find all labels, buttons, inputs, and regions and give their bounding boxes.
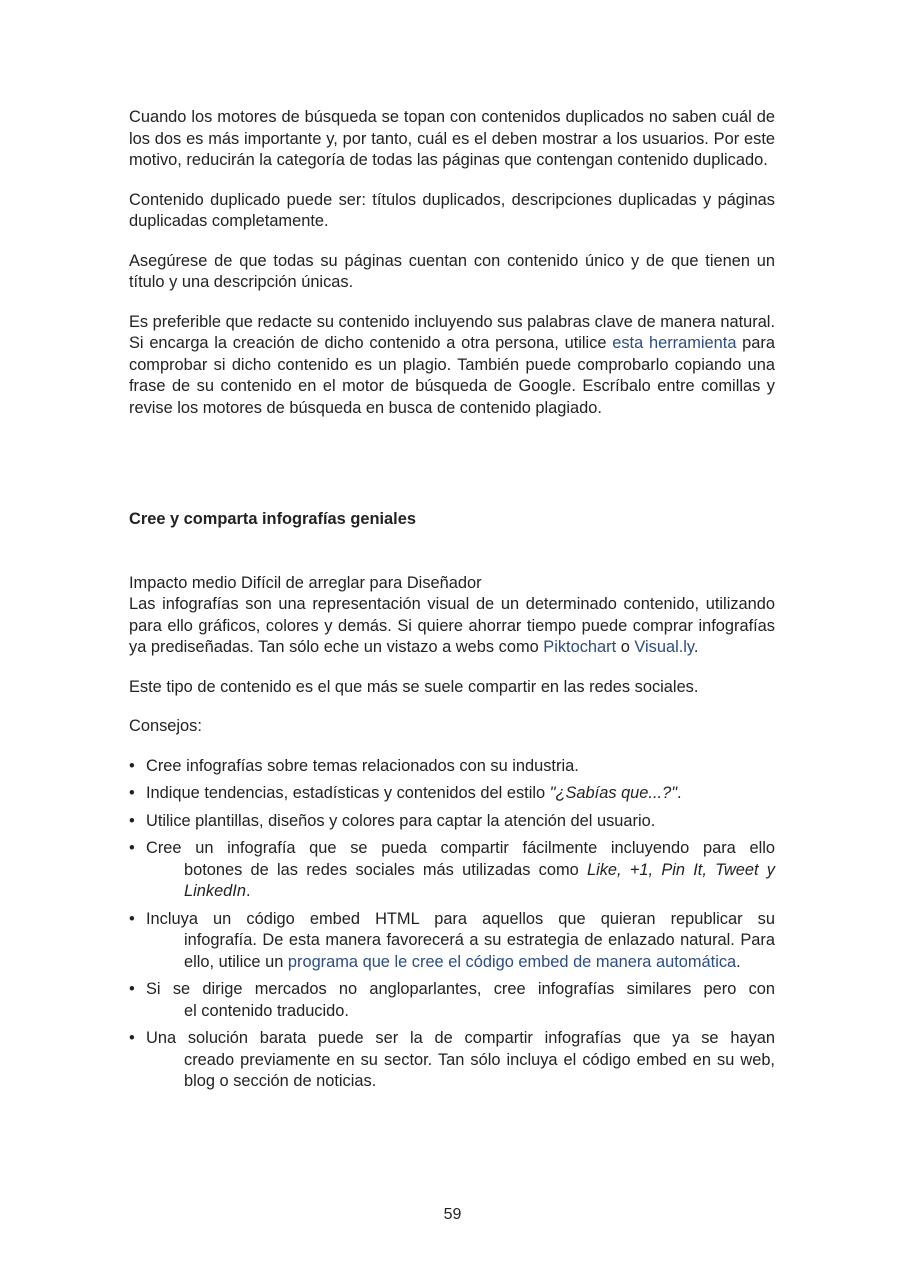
list-item xyxy=(129,756,775,778)
list-item xyxy=(129,909,775,974)
bullet-icon: • xyxy=(129,811,135,830)
tip-first-line: Cree un infografía que se pueda compartir fácilmente incluyendo para ello xyxy=(146,839,775,857)
list-item xyxy=(129,1028,775,1093)
plagiarism-text-after: para comprobar si dicho contenido es un plagio. También puede comprobarlo copiando una frase de su contenido en el motor de búsqueda de Google. Escríbalo entre comillas y revise los motores de búsqueda en busca de contenido plagiado. xyxy=(129,334,775,417)
bullet-icon: • xyxy=(129,909,135,928)
tip-text-after: . xyxy=(736,952,741,971)
tip-text-before: botones de las redes sociales más utilizadas como xyxy=(184,860,587,879)
bullet-icon: • xyxy=(129,1029,135,1047)
tip-text-after: . xyxy=(245,882,251,900)
piktochart-link[interactable]: Piktochart xyxy=(543,638,617,656)
visually-link[interactable]: Visual.ly xyxy=(634,638,694,656)
paragraph-social-sharing: Este tipo de contenido es el que más se suele compartir en las redes sociales. xyxy=(129,677,699,696)
tip-text xyxy=(146,979,775,1022)
plagiarism-tool-link[interactable]: esta herramienta xyxy=(612,334,737,352)
tip-first-line: Si se dirige mercados no angloparlantes, cree infografías similares pero con xyxy=(146,980,775,998)
tip-italic-text: "¿Sabías que...?" xyxy=(549,784,678,802)
tip-first-line: Incluya un código embed HTML para aquellos que quieran republicar su xyxy=(146,909,775,928)
paragraph-unique-content: Asegúrese de que todas su páginas cuentan con contenido único y de que tienen un título y una descripción únicas. xyxy=(129,251,775,291)
section-meta-line: Impacto medio Difícil de arreglar para Diseñador xyxy=(129,573,482,592)
tips-list xyxy=(129,756,775,1093)
tip-text: Cree infografías sobre temas relacionados con su industria. xyxy=(146,756,579,775)
tip-first-line: Una solución barata puede ser la de compartir infografías que ya se hayan xyxy=(146,1029,775,1047)
plagiarism-text-before: Es preferible que redacte su contenido incluyendo sus palabras clave de manera natural. Si encarga la creación de dicho contenido a otra persona, utilice xyxy=(129,312,776,352)
tip-continuation xyxy=(146,860,775,903)
list-item xyxy=(129,979,775,1022)
tip-text-before: infografía. De esta manera favorecerá a su estrategia de enlazado natural. Para ello, utilice un xyxy=(184,931,775,971)
tip-text xyxy=(146,783,775,805)
list-item xyxy=(129,783,775,805)
embed-code-program-link[interactable]: programa que le cree el código embed de manera automática xyxy=(287,952,737,971)
list-item xyxy=(129,838,775,903)
paragraph-duplicate-types: Contenido duplicado puede ser: títulos duplicados, descripciones duplicadas y páginas duplicadas completamente. xyxy=(129,190,775,230)
tip-continuation: creado previamente en su sector. Tan sólo incluya el código embed en su web, blog o sección de noticias. xyxy=(184,1050,775,1090)
tip-text-after: . xyxy=(677,784,682,802)
bullet-icon: • xyxy=(129,756,135,775)
intro-text-end: . xyxy=(693,638,699,656)
tips-label: Consejos: xyxy=(129,717,202,735)
tip-continuation: el contenido traducido. xyxy=(184,1001,349,1020)
section-heading: Cree y comparta infografías geniales xyxy=(129,510,416,528)
document-page xyxy=(129,107,775,1099)
tip-text xyxy=(146,1028,775,1093)
bullet-icon: • xyxy=(129,784,135,802)
intro-text-before: Las infografías son una representación visual de un determinado contenido, utilizando para ello gráficos, colores y demás. Si quiere ahorrar tiempo puede comprar infografías ya prediseñadas. Tan sólo eche un vistazo a webs como xyxy=(129,595,775,656)
tip-continuation xyxy=(146,930,775,973)
tip-text xyxy=(146,838,775,903)
paragraph-plagiarism xyxy=(129,312,775,420)
bullet-icon: • xyxy=(129,980,135,998)
paragraph-duplicate-content: Cuando los motores de búsqueda se topan con contenidos duplicados no saben cuál de los dos es más importante y, por tanto, cuál es el deben mostrar a los usuarios. Por este motivo, reducirán la categoría de todas las páginas que contengan contenido duplicado. xyxy=(129,108,775,169)
list-item xyxy=(129,811,775,833)
intro-text-middle: o xyxy=(616,638,635,656)
tip-italic-text: Like, +1, Pin It, Tweet y LinkedIn xyxy=(184,860,775,900)
page-number: 59 xyxy=(443,1206,462,1223)
tip-text-before: Indique tendencias, estadísticas y contenidos del estilo xyxy=(146,784,550,802)
bullet-icon: • xyxy=(129,839,135,857)
paragraph-infographics-intro xyxy=(129,594,775,659)
tip-text: Utilice plantillas, diseños y colores para captar la atención del usuario. xyxy=(146,811,656,830)
tip-text xyxy=(146,909,775,974)
